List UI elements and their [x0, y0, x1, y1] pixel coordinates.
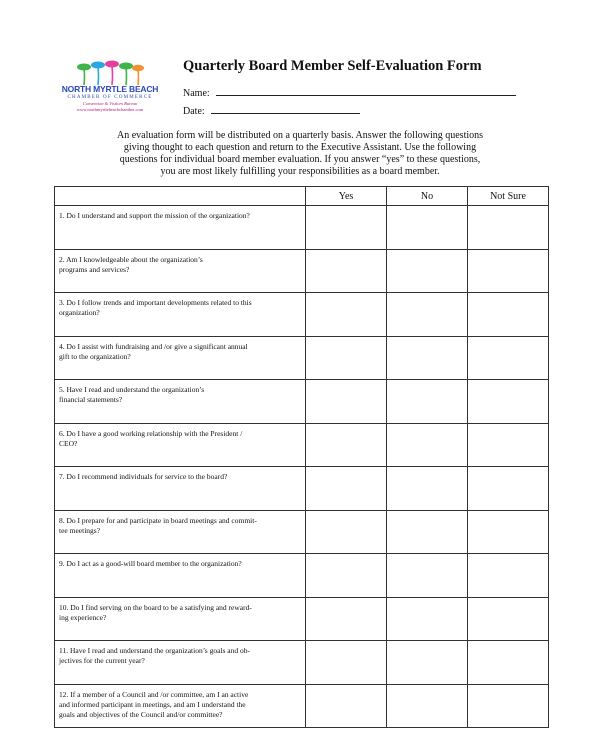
answer-not-sure-cell[interactable] — [468, 641, 549, 685]
question-cell — [55, 337, 306, 380]
answer-not-sure-cell[interactable] — [468, 206, 549, 250]
header-yes: Yes — [306, 187, 387, 206]
question-cell — [55, 250, 306, 293]
answer-yes-cell[interactable] — [306, 511, 387, 554]
answer-not-sure-cell[interactable] — [468, 554, 549, 598]
date-field — [183, 104, 360, 117]
answer-no-cell[interactable] — [387, 598, 468, 641]
answer-yes-cell[interactable] — [306, 685, 387, 728]
question-cell — [55, 685, 306, 728]
table-row — [55, 641, 549, 685]
table-row — [55, 380, 549, 424]
answer-no-cell[interactable] — [387, 250, 468, 293]
question-text: jectives for the current year? — [59, 656, 145, 665]
question-text: 3. Do I follow trends and important developments related to this — [59, 298, 252, 307]
question-cell — [55, 641, 306, 685]
table-row — [55, 337, 549, 380]
intro-line: An evaluation form will be distributed on a quarterly basis. Answer the following questions — [116, 130, 484, 141]
answer-no-cell[interactable] — [387, 511, 468, 554]
answer-yes-cell[interactable] — [306, 424, 387, 467]
table-row — [55, 424, 549, 467]
table-row — [55, 293, 549, 337]
question-text: financial statements? — [59, 395, 123, 404]
answer-no-cell[interactable] — [387, 293, 468, 337]
question-text: 2. Am I knowledgeable about the organization’s — [59, 255, 203, 264]
answer-not-sure-cell[interactable] — [468, 380, 549, 424]
question-text: goals and objectives of the Council and/or committee? — [59, 710, 223, 719]
header-no: No — [387, 187, 468, 206]
question-text: and informed participant in meetings, and am I understand the — [59, 700, 246, 709]
header-not-sure: Not Sure — [468, 187, 549, 206]
answer-not-sure-cell[interactable] — [468, 424, 549, 467]
question-text: 5. Have I read and understand the organization’s — [59, 385, 205, 394]
answer-no-cell[interactable] — [387, 337, 468, 380]
answer-yes-cell[interactable] — [306, 598, 387, 641]
date-input-line[interactable] — [211, 104, 360, 114]
question-text: ing experience? — [59, 613, 107, 622]
question-text: 1. Do I understand and support the mission of the organization? — [59, 211, 250, 220]
question-cell — [55, 467, 306, 511]
header-question — [55, 187, 306, 206]
question-cell — [55, 380, 306, 424]
answer-not-sure-cell[interactable] — [468, 685, 549, 728]
answer-yes-cell[interactable] — [306, 380, 387, 424]
question-text: 10. Do I find serving on the board to be a satisfying and reward- — [59, 603, 252, 612]
answer-yes-cell[interactable] — [306, 641, 387, 685]
table-row — [55, 250, 549, 293]
answer-not-sure-cell[interactable] — [468, 250, 549, 293]
question-text: 7. Do I recommend individuals for service to the board? — [59, 472, 228, 481]
answer-no-cell[interactable] — [387, 206, 468, 250]
table-row — [55, 598, 549, 641]
chamber-logo — [54, 60, 166, 120]
answer-yes-cell[interactable] — [306, 554, 387, 598]
answer-not-sure-cell[interactable] — [468, 511, 549, 554]
question-cell — [55, 293, 306, 337]
answer-no-cell[interactable] — [387, 424, 468, 467]
question-text: 6. Do I have a good working relationship with the President / — [59, 429, 243, 438]
question-cell — [55, 511, 306, 554]
answer-yes-cell[interactable] — [306, 250, 387, 293]
answer-yes-cell[interactable] — [306, 293, 387, 337]
logo-org-name: NORTH MYRTLE BEACH — [61, 84, 159, 94]
question-text: gift to the organization? — [59, 352, 131, 361]
answer-no-cell[interactable] — [387, 554, 468, 598]
name-field — [183, 86, 516, 99]
logo-url: www.northmyrtlebeachchamber.com — [76, 107, 144, 112]
question-text: organization? — [59, 308, 100, 317]
question-cell — [55, 424, 306, 467]
answer-yes-cell[interactable] — [306, 206, 387, 250]
palm-trees-icon — [76, 60, 144, 86]
intro-line: you are most likely fulfilling your responsibilities as a board member. — [160, 166, 440, 177]
answer-no-cell[interactable] — [387, 641, 468, 685]
name-label: Name: — [183, 88, 210, 99]
question-cell — [55, 598, 306, 641]
intro-line: giving thought to each question and return to the Executive Assistant. Use the following — [123, 142, 477, 153]
answer-not-sure-cell[interactable] — [468, 293, 549, 337]
answer-no-cell[interactable] — [387, 380, 468, 424]
date-label: Date: — [183, 106, 205, 117]
question-cell — [55, 554, 306, 598]
answer-no-cell[interactable] — [387, 467, 468, 511]
intro-paragraph — [84, 130, 516, 178]
answer-not-sure-cell[interactable] — [468, 337, 549, 380]
intro-line: questions for individual board member evaluation. If you answer “yes” to these questions, — [119, 154, 481, 165]
table-header-row — [55, 187, 549, 206]
answer-yes-cell[interactable] — [306, 337, 387, 380]
question-text: CEO? — [59, 439, 78, 448]
table-row — [55, 467, 549, 511]
logo-tagline: Convention & Visitors Bureau — [82, 101, 138, 106]
question-text: programs and services? — [59, 265, 130, 274]
question-text: 12. If a member of a Council and /or committee, am I an active — [59, 690, 249, 699]
question-cell — [55, 206, 306, 250]
logo-subtitle: CHAMBER OF COMMERCE — [67, 95, 153, 100]
question-text: tee meetings? — [59, 526, 101, 535]
answer-not-sure-cell[interactable] — [468, 467, 549, 511]
question-text: 11. Have I read and understand the organization’s goals and ob- — [59, 646, 250, 655]
evaluation-table — [54, 186, 549, 728]
answer-no-cell[interactable] — [387, 685, 468, 728]
name-input-line[interactable] — [216, 86, 516, 96]
table-row — [55, 206, 549, 250]
table-row — [55, 685, 549, 728]
table-row — [55, 554, 549, 598]
answer-yes-cell[interactable] — [306, 467, 387, 511]
table-row — [55, 511, 549, 554]
question-text: 8. Do I prepare for and participate in board meetings and commit- — [59, 516, 257, 525]
question-text: 4. Do I assist with fundraising and /or give a significant annual — [59, 342, 248, 351]
question-text: 9. Do I act as a good-will board member to the organization? — [59, 559, 242, 568]
answer-not-sure-cell[interactable] — [468, 598, 549, 641]
form-title: Quarterly Board Member Self-Evaluation Form — [183, 58, 482, 74]
